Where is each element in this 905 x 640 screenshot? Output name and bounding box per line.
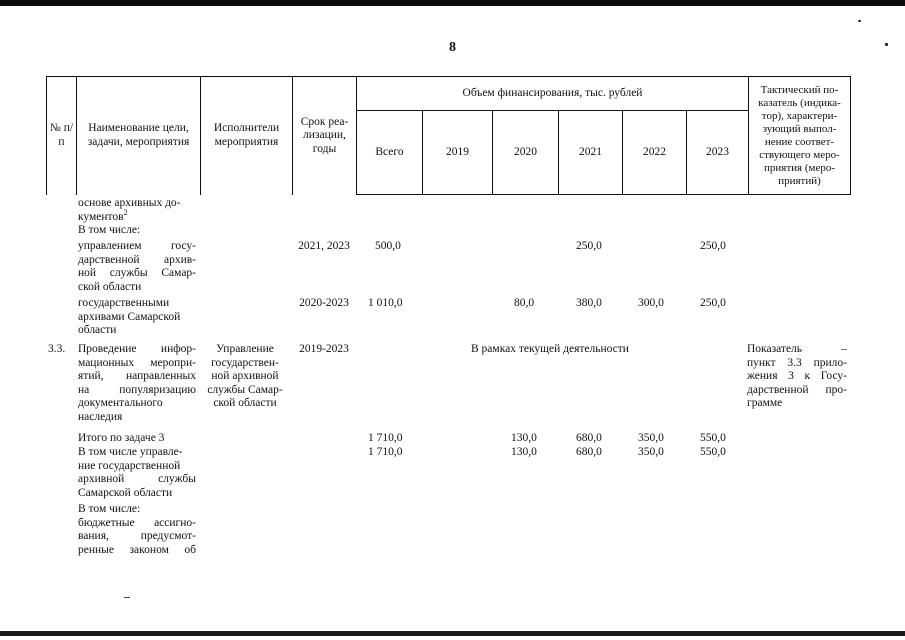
header-name: Наименование цели, задачи, мероприятия: [77, 77, 201, 195]
text-line: государственными: [78, 297, 170, 309]
task-3-total: 1 710,0: [368, 432, 403, 444]
item-3-3-funding-note: В рамках текущей деятельности: [471, 343, 629, 355]
text-line: Показатель –: [747, 343, 847, 355]
footnote-ref: 2: [123, 207, 128, 217]
text-line: области: [78, 324, 117, 336]
incl-department-2020: 130,0: [511, 446, 537, 458]
text-line: жения 3 к Госу-: [747, 370, 847, 382]
header-year-2020: 2020: [493, 111, 559, 195]
budget-allocations-text: [78, 503, 196, 557]
text-line: мационных меропри-: [78, 356, 196, 369]
row-b-2020: 80,0: [514, 297, 535, 309]
row-b-name: [78, 297, 200, 338]
header-year-2021: 2021: [559, 111, 623, 195]
scan-mark: [124, 597, 130, 598]
item-3-3-name: [78, 343, 196, 424]
header-funding-group: Объем финансирования, тыс. рублей: [357, 77, 749, 111]
header-total: Всего: [357, 111, 423, 195]
text-line: В том числе:: [78, 224, 141, 236]
text-line: Самарской области: [78, 486, 173, 499]
header-term: Срок реа-лизации, годы: [293, 77, 357, 195]
page-number: 8: [449, 40, 456, 55]
task-3-total-2021: 680,0: [576, 432, 602, 444]
text-line: основе архивных до-: [78, 197, 181, 209]
item-3-3-executors: [200, 343, 290, 411]
text-line: архивами Самарской: [78, 310, 181, 323]
text-line: дарственной про-: [747, 383, 847, 396]
row-b-2021: 380,0: [576, 297, 602, 309]
item-3-3-term: 2019-2023: [299, 343, 349, 355]
text-line: службы Самар-: [207, 383, 283, 396]
text-line: ной службы Самар-: [78, 267, 196, 279]
text-line: ной архивной: [211, 370, 279, 382]
text-line: дарственной архив-: [78, 253, 196, 266]
text-line: бюджетные ассигно-: [78, 516, 196, 529]
text-line: государствен-: [211, 356, 279, 369]
incl-department-total: 1 710,0: [368, 446, 403, 458]
text-line: на популяризацию: [78, 383, 196, 396]
row-b-total: 1 010,0: [368, 297, 403, 309]
top-scan-border: [0, 0, 905, 6]
continuation-text: [78, 197, 198, 238]
bottom-scan-border: [0, 631, 905, 636]
text-line: документального: [78, 397, 163, 409]
text-line: грамме: [747, 397, 783, 409]
item-3-3-indicator: [747, 343, 847, 411]
incl-department-2023: 550,0: [700, 446, 726, 458]
header-num: № п/п: [47, 77, 77, 195]
text-line: [78, 207, 198, 225]
scan-speck: [858, 20, 861, 22]
text-line: Управление: [216, 343, 274, 355]
row-a-2021: 250,0: [576, 240, 602, 252]
text-line: Проведение инфор-: [78, 343, 196, 355]
row-b-2023: 250,0: [700, 297, 726, 309]
task-3-total-2023: 550,0: [700, 432, 726, 444]
text-line: управлением госу-: [78, 240, 196, 252]
row-b-2022: 300,0: [638, 297, 664, 309]
text-line: В том числе:: [78, 503, 141, 515]
row-a-2023: 250,0: [700, 240, 726, 252]
text-line: ской области: [78, 280, 142, 293]
text-fragment: кументов: [78, 210, 124, 223]
text-line: ской области: [213, 397, 277, 409]
task-3-total-label: Итого по задаче 3: [78, 432, 165, 444]
header-year-2019: 2019: [423, 111, 493, 195]
incl-department-name: [78, 446, 196, 500]
incl-department-2021: 680,0: [576, 446, 602, 458]
header-executors: Исполнители мероприятия: [201, 77, 293, 195]
row-a-total: 500,0: [375, 240, 401, 252]
text-line: ренные законом об: [78, 543, 196, 556]
header-indicator: Тактический по-казатель (индика-тор), характери-зующий выпол-нение соответ-ствующего меро-приятия (меро-приятий): [749, 77, 851, 195]
row-b-term: 2020-2023: [299, 297, 349, 309]
text-line: ятий, направленных: [78, 370, 196, 382]
row-a-name: [78, 240, 196, 294]
item-3-3-number: 3.3.: [48, 343, 66, 355]
text-line: архивной службы: [78, 473, 196, 485]
incl-department-2022: 350,0: [638, 446, 664, 458]
text-line: В том числе управле-: [78, 446, 183, 458]
task-3-total-2022: 350,0: [638, 432, 664, 444]
text-line: наследия: [78, 410, 123, 423]
text-line: ние государственной: [78, 459, 181, 472]
text-line: вания, предусмот-: [78, 530, 196, 542]
text-line: пункт 3.3 прило-: [747, 356, 847, 369]
header-year-2022: 2022: [623, 111, 687, 195]
header-year-2023: 2023: [687, 111, 749, 195]
funding-table-header: [46, 76, 851, 195]
task-3-total-2020: 130,0: [511, 432, 537, 444]
row-a-term: 2021, 2023: [298, 240, 350, 252]
